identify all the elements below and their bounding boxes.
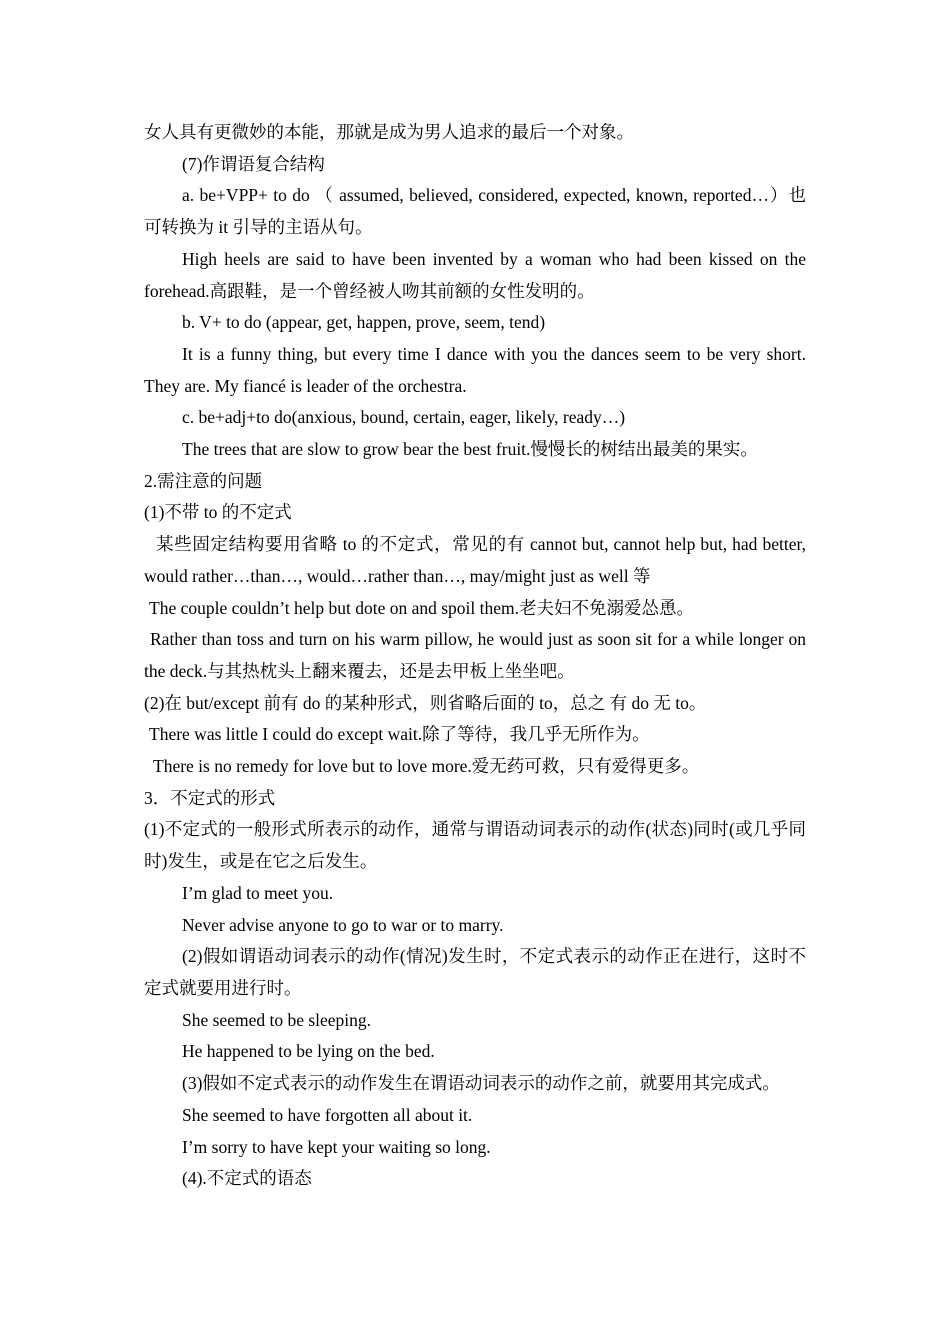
example-sentence: The couple couldn’t help but dote on and spoil them.老夫妇不免溺爱怂恿。 <box>149 597 695 618</box>
paragraph: (3)假如不定式表示的动作发生在谓语动词表示的动作之前，就要用其完成式。 <box>182 1073 780 1094</box>
paragraph: 女人具有更微妙的本能，那就是成为男人追求的最后一个对象。 <box>144 122 634 142</box>
section-heading: (7)作谓语复合结构 <box>182 153 325 174</box>
example-sentence: I’m glad to meet you. <box>182 882 334 903</box>
subsection-heading: (1)不带 to 的不定式 <box>144 502 292 523</box>
example-sentence: Rather than toss and turn on his warm pillow, he would just as soon sit for a while longer on the deck.与其热枕头上翻来覆去，还是去甲板上坐坐吧。 <box>144 629 806 681</box>
section-heading: 3．不定式的形式 <box>144 787 276 808</box>
example-sentence: He happened to be lying on the bed. <box>182 1041 435 1062</box>
example-sentence: There was little I could do except wait.除了等待，我几乎无所作为。 <box>149 724 650 745</box>
paragraph: 某些固定结构要用省略 to 的不定式，常见的有 cannot but, cannot help but, had better, would rather…than…, would…rather than…, may/might just as well 等 <box>144 534 806 586</box>
example-sentence: High heels are said to have been invented by a woman who had been kissed on the forehead.高跟鞋，是一个曾经被人吻其前额的女性发明的。 <box>144 248 806 301</box>
paragraph: a. be+VPP+ to do （ assumed, believed, considered, expected, known, reported…）也可转换为 it 引导的主语从句。 <box>144 185 806 238</box>
example-sentence: She seemed to have forgotten all about it. <box>182 1104 473 1125</box>
paragraph: (2)假如谓语动词表示的动作(情况)发生时，不定式表示的动作正在进行，这时不定式就要用进行时。 <box>144 946 806 998</box>
example-sentence: Never advise anyone to go to war or to marry. <box>182 914 504 935</box>
paragraph: (1)不定式的一般形式所表示的动作，通常与谓语动词表示的动作(状态)同时(或几乎同时)发生，或是在它之后发生。 <box>144 819 806 872</box>
paragraph: b. V+ to do (appear, get, happen, prove, seem, tend) <box>182 312 546 333</box>
paragraph: c. be+adj+to do(anxious, bound, certain, eager, likely, ready…) <box>182 407 626 428</box>
section-heading: 2.需注意的问题 <box>144 470 263 491</box>
example-sentence: I’m sorry to have kept your waiting so long. <box>182 1136 491 1157</box>
example-sentence: She seemed to be sleeping. <box>182 1009 372 1030</box>
subsection-heading: (2)在 but/except 前有 do 的某种形式，则省略后面的 to，总之 有 do 无 to。 <box>144 692 707 713</box>
document-page <box>144 117 806 1195</box>
example-sentence: The trees that are slow to grow bear the best fruit.慢慢长的树结出最美的果实。 <box>182 439 758 460</box>
example-sentence: There is no remedy for love but to love more.爱无药可救，只有爱得更多。 <box>153 756 700 777</box>
subsection-heading: (4).不定式的语态 <box>182 1168 312 1189</box>
example-sentence: It is a funny thing, but every time I dance with you the dances seem to be very short. They are. My fiancé is leader of the orchestra. <box>144 343 806 396</box>
